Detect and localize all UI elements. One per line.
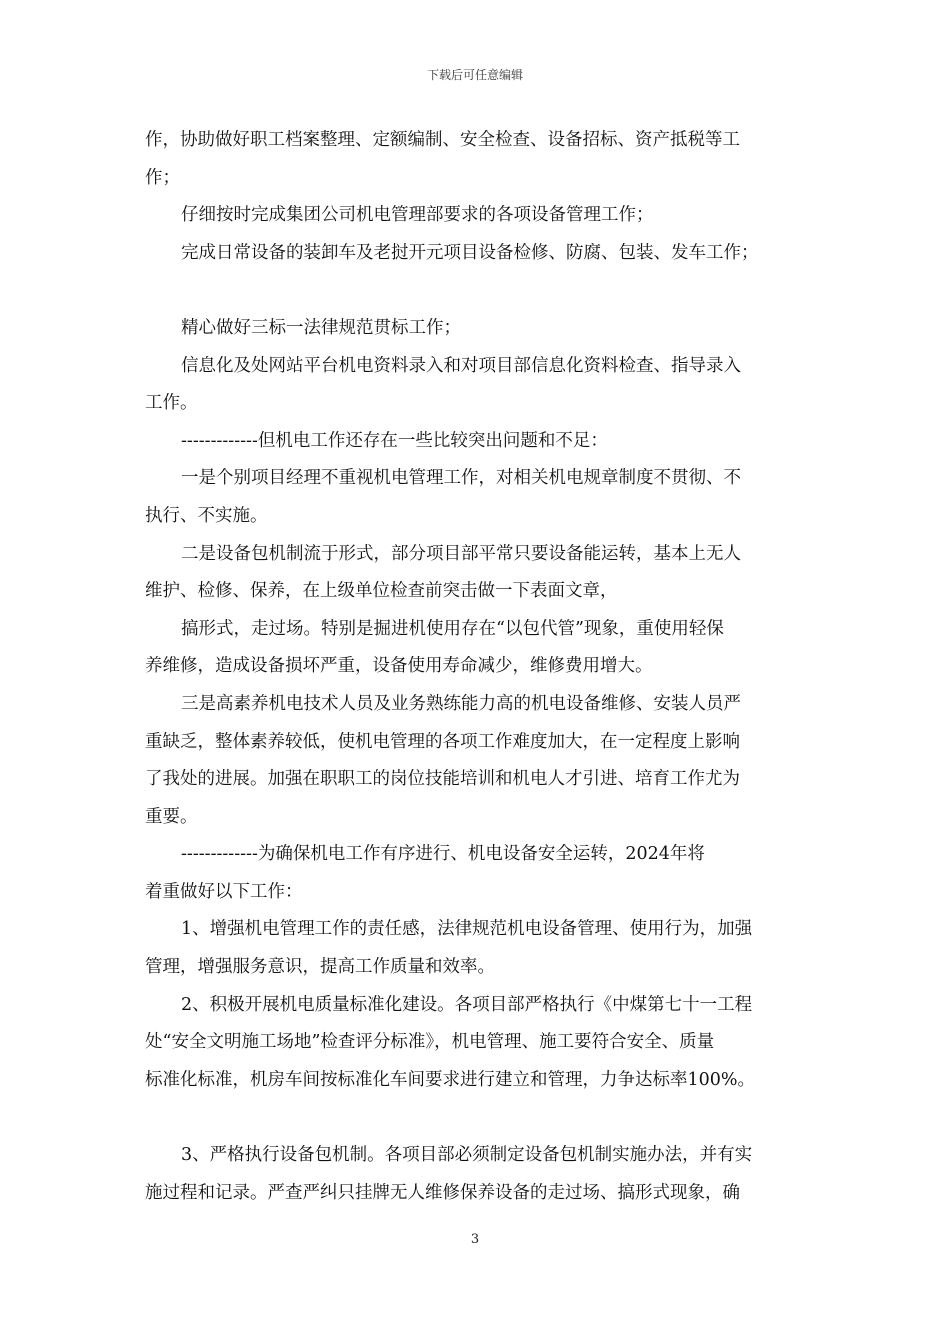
text-line: 搞形式，走过场。特别是掘进机使用存在“以包代管”现象，重使用轻保 (181, 618, 724, 639)
paragraph-gap (145, 1099, 810, 1137)
paragraph-gap (145, 272, 810, 310)
text-line: 维护、检修、保养，在上级单位检查前突击做一下表面文章， (145, 581, 618, 602)
text-line: 作； (145, 167, 180, 188)
text-line: 2、积极开展机电质量标准化建设。各项目部严格执行《中煤第七十一工程 (181, 994, 753, 1015)
document-body (145, 122, 810, 1212)
text-line: 重缺乏，整体素养较低，使机电管理的各项工作难度加大，在一定程度上影响 (145, 731, 740, 752)
text-line: 处“安全文明施工场地”检查评分标准》，机电管理、施工要符合安全、质量 (145, 1032, 715, 1053)
text-line: 三是高素养机电技术人员及业务熟练能力高的机电设备维修、安装人员严 (181, 693, 741, 714)
text-line: 一是个别项目经理不重视机电管理工作，对相关机电规章制度不贯彻、不 (181, 468, 741, 489)
text-line: 精心做好三标一法律规范贯标工作； (181, 317, 461, 338)
text-line: 完成日常设备的装卸车及老挝开元项目设备检修、防腐、包装、发车工作； (181, 242, 759, 263)
text-line: 管理，增强服务意识，提高工作质量和效率。 (145, 957, 495, 978)
text-line: 施过程和记录。严查严纠只挂牌无人维修保养设备的走过场、搞形式现象，确 (145, 1182, 740, 1203)
text-line: 仔细按时完成集团公司机电管理部要求的各项设备管理工作； (181, 205, 654, 226)
text-line: 二是设备包机制流于形式，部分项目部平常只要设备能运转，基本上无人 (181, 543, 741, 564)
text-line: 重要。 (145, 806, 198, 827)
text-line: 标准化标准，机房车间按标准化车间要求进行建立和管理，力争达标率100%。 (145, 1069, 756, 1090)
page-header: 下载后可任意编辑 (426, 68, 523, 82)
text-line: 信息化及处网站平台机电资料录入和对项目部信息化资料检查、指导录入 (181, 355, 741, 376)
text-line: 1、增强机电管理工作的责任感，法律规范机电设备管理、使用行为，加强 (181, 919, 753, 940)
text-line: -------------但机电工作还存在一些比较突出问题和不足： (181, 430, 608, 451)
text-line: 执行、不实施。 (145, 505, 268, 526)
text-line: 了我处的进展。加强在职职工的岗位技能培训和机电人才引进、培育工作尤为 (145, 769, 740, 790)
text-line: 工作。 (145, 393, 198, 414)
text-line: 着重做好以下工作： (145, 881, 303, 902)
page-number: 3 (470, 1232, 480, 1247)
text-line: 养维修，造成设备损坏严重，设备使用寿命减少，维修费用增大。 (145, 656, 653, 677)
text-line: 3、严格执行设备包机制。各项目部必须制定设备包机制实施办法，并有实 (181, 1145, 753, 1166)
text-line: -------------为确保机电工作有序进行、机电设备安全运转，2024年将 (181, 844, 705, 865)
text-line: 作，协助做好职工档案整理、定额编制、安全检查、设备招标、资产抵税等工 (145, 130, 740, 150)
